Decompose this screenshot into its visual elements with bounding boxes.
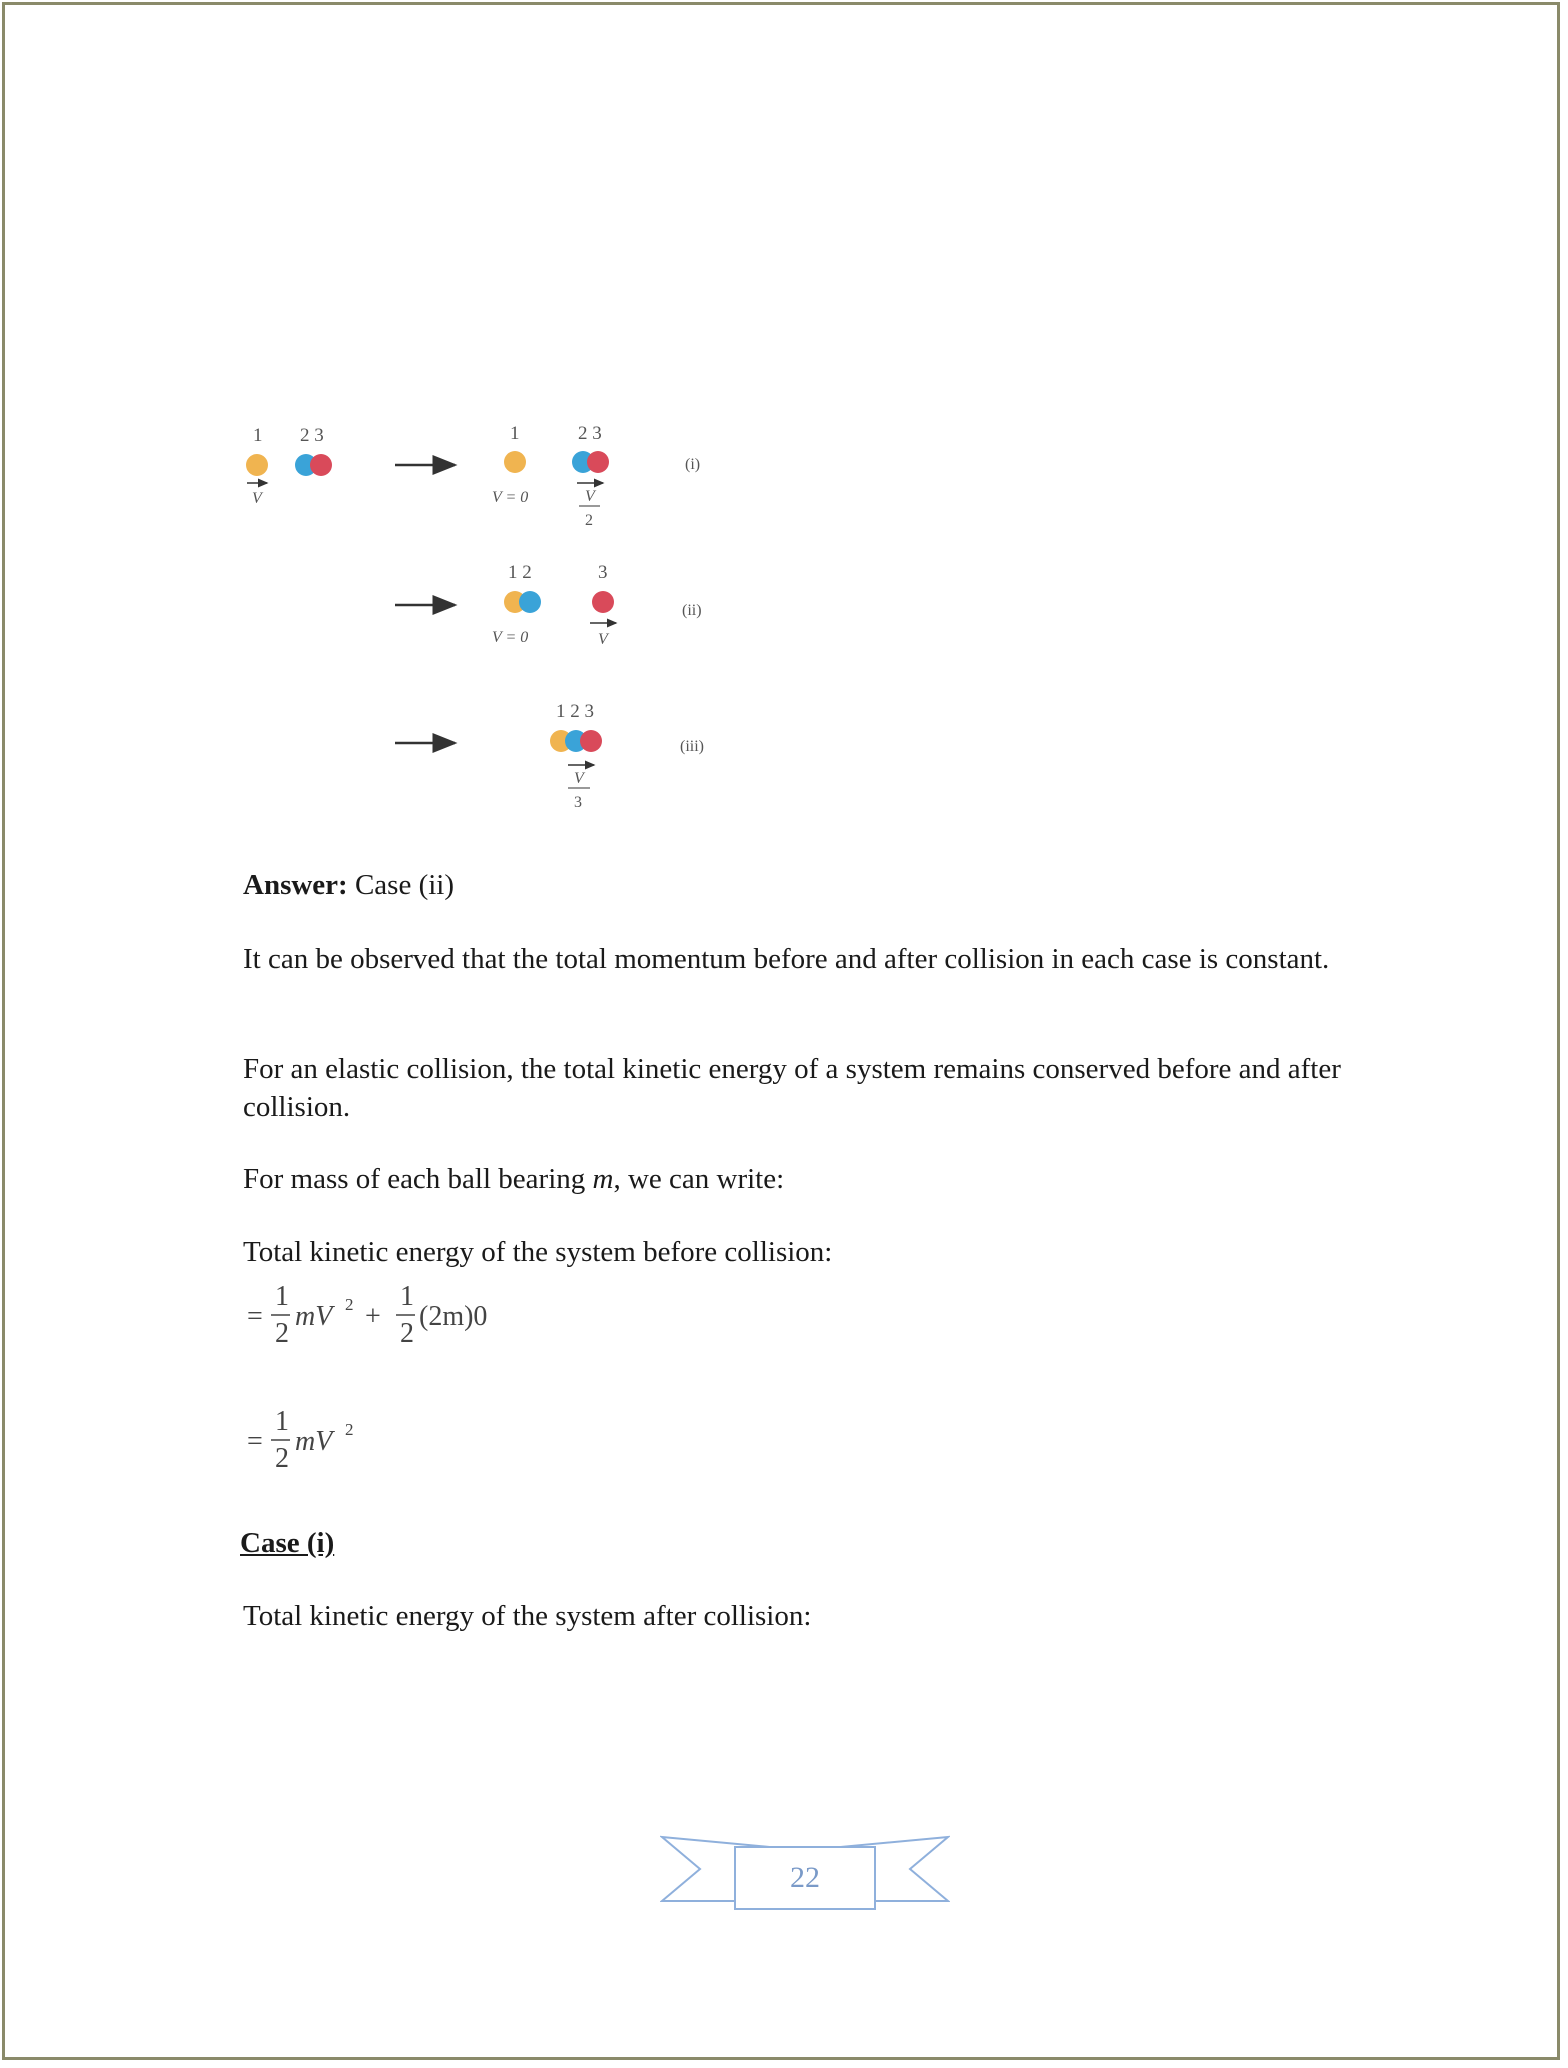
paragraph-elastic: For an elastic collision, the total kinetic energy of a system remains conserved before and after collision. xyxy=(243,1053,1341,1123)
case-iii-v-num: V xyxy=(574,770,584,787)
ball-1 xyxy=(246,454,268,476)
equation-1 xyxy=(245,1280,525,1355)
case-i-v-num: V xyxy=(585,488,595,505)
eq2-equals: = xyxy=(247,1426,263,1457)
paragraph-momentum: It can be observed that the total momentum before and after collision in each case is constant. xyxy=(243,943,1330,975)
case-iii-labels: 1 2 3 xyxy=(556,701,594,722)
case-iii-ball-3 xyxy=(580,730,602,752)
collision-diagram xyxy=(230,415,750,835)
mass-variable: m xyxy=(592,1163,614,1195)
initial-velocity: V xyxy=(252,490,262,507)
case-ii-ball-3 xyxy=(592,591,614,613)
answer-label: Answer: xyxy=(243,869,348,901)
case-iii-id: (iii) xyxy=(680,738,704,755)
case-i-label-1: 1 xyxy=(510,423,520,444)
eq2-sup1: 2 xyxy=(345,1420,354,1439)
case-ii-v-left: V = 0 xyxy=(492,629,529,646)
eq1-equals: = xyxy=(247,1301,263,1332)
eq1-plus: + xyxy=(365,1301,381,1332)
page-border xyxy=(2,2,1560,2060)
eq1-num1: 1 xyxy=(275,1281,289,1312)
case-i-ball-3 xyxy=(587,451,609,473)
eq2-term1: mV xyxy=(295,1426,333,1457)
case-i-heading: Case (i) xyxy=(240,1527,335,1559)
case-iii-v-den: 3 xyxy=(574,794,582,811)
paragraph-mass xyxy=(243,1160,1370,1198)
answer-line xyxy=(243,866,1370,904)
eq1-term2: (2m)0 xyxy=(419,1301,488,1332)
eq1-num2: 1 xyxy=(400,1281,414,1312)
case-i-v-left: V = 0 xyxy=(492,489,529,506)
eq2-den1: 2 xyxy=(275,1443,289,1474)
eq2-num1: 1 xyxy=(275,1406,289,1437)
ball-3 xyxy=(310,454,332,476)
case-i-ball-1 xyxy=(504,451,526,473)
paragraph-ke-after: Total kinetic energy of the system after collision: xyxy=(243,1600,812,1632)
eq1-sup1: 2 xyxy=(345,1295,354,1314)
mass-text-before: For mass of each ball bearing xyxy=(243,1163,593,1195)
initial-label-23: 2 3 xyxy=(300,425,324,446)
case-ii-id: (ii) xyxy=(682,602,702,619)
case-ii-v-right: V xyxy=(598,631,608,648)
paragraph-ke-before: Total kinetic energy of the system before collision: xyxy=(243,1236,833,1268)
mass-text-after: , we can write: xyxy=(613,1163,785,1195)
case-i-label-23: 2 3 xyxy=(578,423,602,444)
eq1-term1: mV xyxy=(295,1301,333,1332)
eq1-den1: 2 xyxy=(275,1318,289,1349)
case-i-id: (i) xyxy=(685,456,701,473)
page-number-banner xyxy=(660,1835,950,1915)
page-number: 22 xyxy=(790,1861,820,1894)
equation-2 xyxy=(245,1405,405,1480)
initial-label-1: 1 xyxy=(253,425,263,446)
case-i-v-den: 2 xyxy=(585,512,593,529)
eq1-den2: 2 xyxy=(400,1318,414,1349)
case-ii-label-12: 1 2 xyxy=(508,562,532,583)
answer-text: Case (ii) xyxy=(354,869,455,901)
case-ii-label-3: 3 xyxy=(598,562,608,583)
case-ii-ball-2 xyxy=(519,591,541,613)
